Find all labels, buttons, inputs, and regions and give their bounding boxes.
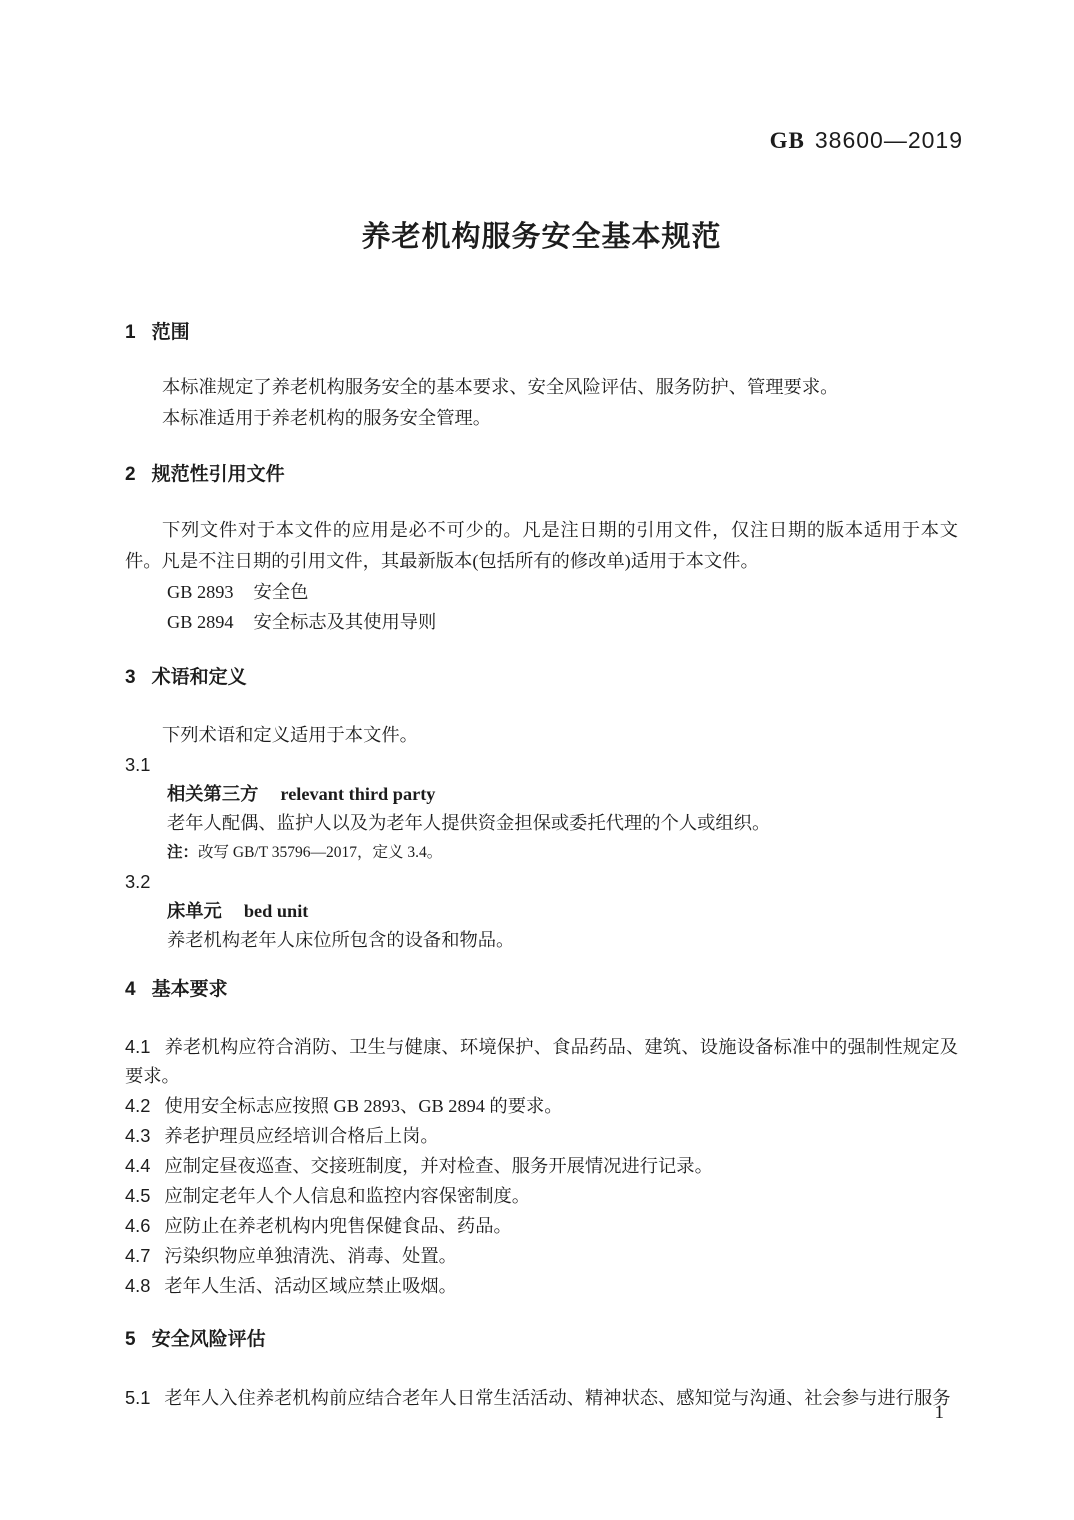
term-definition: 养老机构老年人床位所包含的设备和物品。 bbox=[167, 930, 515, 950]
term-definition: 老年人配偶、监护人以及为老年人提供资金担保或委托代理的个人或组织。 bbox=[167, 813, 771, 833]
page-number: 1 bbox=[934, 1402, 944, 1423]
item-number: 4.4 bbox=[125, 1155, 151, 1176]
reference-item bbox=[125, 607, 958, 637]
term-entry bbox=[125, 779, 958, 809]
item-text: 老年人入住养老机构前应结合老年人日常生活活动、精神状态、感知觉与沟通、社会参与进行服务 bbox=[164, 1388, 951, 1408]
item-number: 4.6 bbox=[125, 1215, 151, 1236]
document-title: 养老机构服务安全基本规范 bbox=[361, 221, 722, 253]
item-text: 养老机构应符合消防、卫生与健康、环境保护、食品药品、建筑、设施设备标准中的强制性规定及要求。 bbox=[125, 1037, 958, 1086]
requirement-item bbox=[125, 1181, 958, 1211]
clause-4-number: 4 bbox=[125, 979, 136, 1000]
item-number: 4.5 bbox=[125, 1185, 151, 1206]
item-number: 5.1 bbox=[125, 1387, 151, 1408]
clause-4-title: 基本要求 bbox=[151, 979, 228, 1000]
terms-intro: 下列术语和定义适用于本文件。 bbox=[162, 725, 418, 745]
term-chinese: 床单元 bbox=[167, 900, 222, 921]
requirement-item bbox=[125, 1271, 958, 1301]
standard-code bbox=[770, 128, 963, 153]
clause-1-number: 1 bbox=[125, 322, 136, 343]
item-text: 污染织物应单独清洗、消毒、处置。 bbox=[164, 1246, 457, 1266]
requirement-item bbox=[125, 1032, 958, 1091]
requirement-item bbox=[125, 1241, 958, 1271]
page-content bbox=[0, 218, 1074, 1413]
item-number: 4.2 bbox=[125, 1095, 151, 1116]
item-text: 应制定昼夜巡查、交接班制度，并对检查、服务开展情况进行记录。 bbox=[164, 1156, 713, 1176]
requirement-item bbox=[125, 1121, 958, 1151]
clause-1-heading bbox=[125, 318, 958, 348]
term-note bbox=[125, 838, 958, 867]
item-number: 4.3 bbox=[125, 1125, 151, 1146]
requirement-item bbox=[125, 1091, 958, 1121]
requirement-item bbox=[125, 1151, 958, 1181]
item-number: 4.7 bbox=[125, 1245, 151, 1266]
item-number: 4.1 bbox=[125, 1036, 151, 1057]
clause-3-title: 术语和定义 bbox=[151, 667, 247, 688]
note-label: 注： bbox=[167, 844, 199, 861]
clause-5-title: 安全风险评估 bbox=[151, 1329, 266, 1350]
item-text: 使用安全标志应按照 GB 2893、GB 2894 的要求。 bbox=[164, 1096, 563, 1116]
clause-5-number: 5 bbox=[125, 1329, 136, 1350]
clause-1-title: 范围 bbox=[151, 322, 190, 343]
term-english: bed unit bbox=[243, 901, 309, 921]
clause-4-heading bbox=[125, 975, 958, 1005]
standard-code-number: 38600—2019 bbox=[814, 127, 963, 153]
note-text: 改写 GB/T 35796—2017，定义 3.4。 bbox=[198, 844, 443, 861]
item-text: 应制定老年人个人信息和监控内容保密制度。 bbox=[164, 1186, 531, 1206]
clause-2-heading bbox=[125, 460, 958, 490]
item-text: 养老护理员应经培训合格后上岗。 bbox=[164, 1126, 439, 1146]
standard-code-prefix: GB bbox=[769, 128, 805, 153]
scope-paragraph-1: 本标准规定了养老机构服务安全的基本要求、安全风险评估、服务防护、管理要求。 bbox=[162, 377, 839, 397]
scope-paragraph-2: 本标准适用于养老机构的服务安全管理。 bbox=[162, 408, 492, 428]
clause-2-number: 2 bbox=[125, 464, 136, 485]
reference-name: 安全色 bbox=[253, 582, 309, 602]
reference-code: GB 2893 bbox=[167, 582, 234, 602]
clause-3-number: 3 bbox=[125, 667, 136, 688]
clause-5-heading bbox=[125, 1325, 958, 1355]
requirement-item bbox=[125, 1383, 958, 1413]
item-text: 应防止在养老机构内兜售保健食品、药品。 bbox=[164, 1216, 512, 1236]
term-entry bbox=[125, 896, 958, 926]
reference-name: 安全标志及其使用导则 bbox=[253, 612, 437, 632]
term-chinese: 相关第三方 bbox=[167, 783, 259, 804]
normative-refs-intro: 下列文件对于本文件的应用是必不可少的。凡是注日期的引用文件，仅注日期的版本适用于本文件。凡是不注日期的引用文件，其最新版本(包括所有的修改单)适用于本文件。 bbox=[125, 520, 958, 571]
clause-3-heading bbox=[125, 663, 958, 693]
term-number: 3.1 bbox=[125, 754, 151, 775]
item-number: 4.8 bbox=[125, 1275, 151, 1296]
reference-code: GB 2894 bbox=[167, 612, 234, 632]
item-text: 老年人生活、活动区域应禁止吸烟。 bbox=[164, 1276, 457, 1296]
term-number: 3.2 bbox=[125, 871, 151, 892]
reference-item bbox=[125, 577, 958, 607]
term-english: relevant third party bbox=[280, 784, 436, 804]
clause-2-title: 规范性引用文件 bbox=[151, 464, 285, 485]
requirement-item bbox=[125, 1211, 958, 1241]
